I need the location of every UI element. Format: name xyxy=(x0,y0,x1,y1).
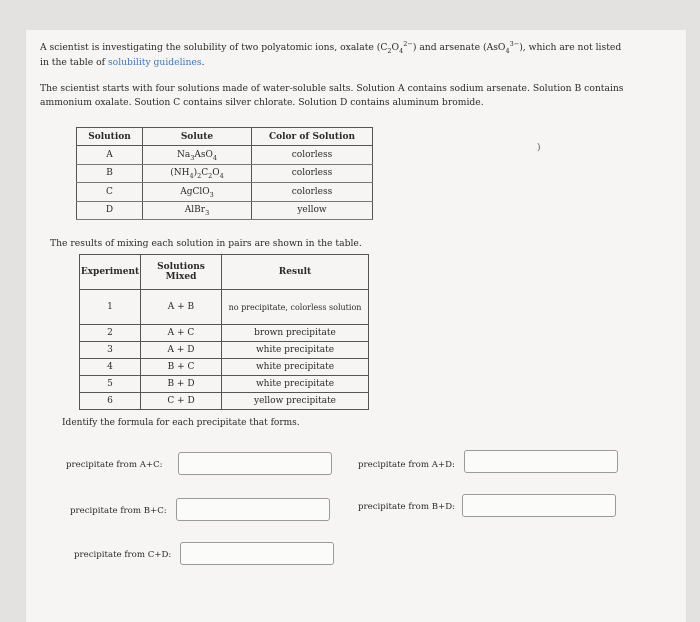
solute-a: $Na_3AsO_4$ xyxy=(143,146,252,165)
intro-text: A scientist is investigating the solubility of two polyatomic ions, oxalate ( xyxy=(40,42,381,53)
label-b-plus-c: precipitate from B+C: xyxy=(70,506,167,516)
answer-input-b-plus-d[interactable] xyxy=(462,494,616,517)
arsenate-formula: AsO$_4^{3-}$ xyxy=(486,39,520,55)
table-row: A $Na_3AsO_4$ colorless xyxy=(77,146,373,165)
table-row: 4 B + C white precipitate xyxy=(80,359,369,376)
question-page xyxy=(26,30,686,622)
oxalate-formula: $C_2O_4^{2-}$ xyxy=(380,39,413,55)
col-header-mixed: Solutions Mixed xyxy=(141,255,222,290)
label-b-plus-d: precipitate from B+D: xyxy=(358,502,455,512)
col-header-result: Result xyxy=(222,255,369,290)
solute-b: $(NH_4)_2C_2O_4$ xyxy=(143,164,252,183)
answer-input-c-plus-d[interactable] xyxy=(180,542,334,565)
label-a-plus-d: precipitate from A+D: xyxy=(358,460,455,470)
table-row: D AlBr$_3$ yellow xyxy=(77,201,373,220)
table-header-row xyxy=(77,128,373,146)
answer-input-a-plus-d[interactable] xyxy=(464,450,618,473)
solutions-table xyxy=(76,127,373,220)
label-a-plus-c: precipitate from A+C: xyxy=(66,460,163,470)
question-prompt: Identify the formula for each precipitate that forms. xyxy=(62,418,300,428)
setup-paragraph: The scientist starts with four solutions made of water-soluble salts. Solution A contains sodium arsenate. Solution B contains ammonium oxalate. Soution C contains silver chlorate. Solution D contains aluminum bromide. xyxy=(40,83,624,108)
results-table xyxy=(79,254,369,410)
table-row: 3 A + D white precipitate xyxy=(80,342,369,359)
col-header-solute: Solute xyxy=(143,128,252,146)
table-header-row xyxy=(80,255,369,290)
stray-mark: ) xyxy=(537,143,541,153)
answer-input-a-plus-c[interactable] xyxy=(178,452,332,475)
answer-input-b-plus-c[interactable] xyxy=(176,498,330,521)
col-header-experiment: Experiment xyxy=(80,255,141,290)
solute-d: AlBr$_3$ xyxy=(143,201,252,220)
table-row: 1 A + B no precipitate, colorless solution xyxy=(80,290,369,325)
col-header-solution: Solution xyxy=(77,128,143,146)
intro-paragraph: A scientist is investigating the solubility of two polyatomic ions, oxalate $(C_2O_4^{2-})$ and arsenate (AsO$_4^{3-}$), which are not listed in the table of solubility guidelines. xyxy=(40,39,622,68)
table-row: B $(NH_4)_2C_2O_4$ colorless xyxy=(77,164,373,183)
table-row: 5 B + D white precipitate xyxy=(80,376,369,393)
solubility-guidelines-link[interactable]: solubility guidelines xyxy=(107,57,202,68)
table-row: 6 C + D yellow precipitate xyxy=(80,393,369,410)
table-row: 2 A + C brown precipitate xyxy=(80,325,369,342)
solute-c: AgClO$_3$ xyxy=(143,183,252,202)
table-row: C AgClO$_3$ colorless xyxy=(77,183,373,202)
results-caption: The results of mixing each solution in pairs are shown in the table. xyxy=(50,238,362,249)
label-c-plus-d: precipitate from C+D: xyxy=(74,550,172,560)
col-header-color: Color of Solution xyxy=(252,128,373,146)
